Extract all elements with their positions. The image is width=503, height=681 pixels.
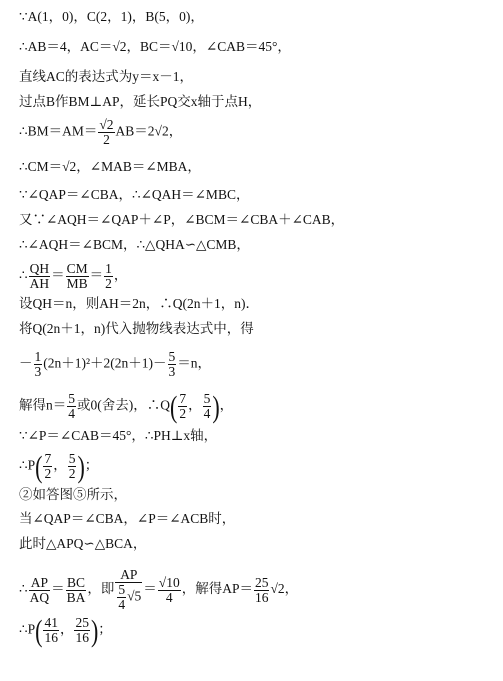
text-therefore-p: ∴P [19, 621, 36, 637]
text-semicolon: ； [98, 621, 112, 637]
frac-den: 16 [254, 589, 269, 605]
frac-num: CM [66, 261, 88, 276]
fraction-ap-aq [29, 576, 51, 605]
frac-den: 4 [203, 406, 211, 421]
text-similar-apq: 此时△APQ∽△BCA， [19, 536, 147, 551]
text-comma: ， [53, 457, 67, 473]
text-aqh: 又∵∠AQH＝∠QAP＋∠P，∠BCM＝∠CBA＋∠CAB， [19, 212, 345, 227]
text-comma: ， [219, 397, 234, 413]
text-bm-am-prefix: ∴BM＝AM＝ [19, 123, 98, 139]
frac-den: 2 [179, 406, 187, 421]
frac-num: √10 [158, 574, 180, 590]
frac-num: 5 [203, 391, 211, 406]
frac-den: 4 [68, 406, 75, 421]
line-construct-bm [19, 93, 261, 111]
text-eq: ＝ [51, 267, 65, 283]
frac-num: 25 [75, 615, 89, 630]
text-semicolon: ； [84, 457, 99, 473]
text-therefore: ∴ [19, 581, 28, 597]
line-similar-apq [19, 535, 146, 553]
line-substitute [19, 320, 254, 338]
paren-right: ) [77, 448, 85, 484]
frac-den: 2 [44, 466, 52, 481]
frac-num: 5 [118, 582, 126, 597]
text-qap-cba: ∵∠QAP＝∠CBA，∴∠QAH＝∠MBC， [19, 187, 250, 202]
fraction-sqrt2-over-2 [98, 118, 114, 147]
text-set-qh: 设QH＝n，则AH＝2n，∴Q(2n＋1，n)． [19, 296, 259, 311]
line-ratio [19, 262, 127, 291]
text-construct-bm: 过点B作BM⊥AP，延长PQ交x轴于点H， [19, 94, 262, 109]
text-discard: 或0(舍去)，∴Q [77, 397, 170, 413]
fraction-5-4 [203, 392, 212, 421]
fraction-5-4 [67, 392, 76, 421]
line-when [19, 510, 235, 528]
fraction-5-4 [117, 583, 126, 612]
text-comma: ， [113, 267, 128, 283]
frac-num: AP [29, 576, 51, 591]
fraction-sqrt10-4 [158, 576, 181, 605]
frac-num: BC [66, 574, 85, 590]
frac-num: QH [29, 261, 50, 276]
line-point-p-second [19, 612, 112, 648]
text-eq: ＝ [51, 581, 65, 597]
frac-num: 25 [254, 574, 269, 590]
line-cm [19, 158, 201, 176]
line-bm-am [19, 118, 182, 147]
line-similar-triangles [19, 236, 250, 254]
frac-den: 16 [44, 630, 58, 645]
text-ac-expression: 直线AC的表达式为y＝x－1， [19, 69, 194, 84]
text-equation-middle: (2n＋1)²＋2(2n＋1)－ [43, 355, 167, 371]
text-eq: ＝ [143, 581, 157, 597]
text-solve-n: 解得n＝ [19, 397, 67, 413]
frac-den: 3 [168, 364, 176, 379]
text-angle-p: ∵∠P＝∠CAB＝45°，∴PH⊥x轴， [19, 428, 218, 443]
frac-num: 41 [44, 615, 58, 630]
line-qap-cba [19, 186, 249, 204]
fraction-ap-over-5-4-sqrt5 [115, 568, 142, 612]
fraction-7-2 [178, 392, 187, 421]
text-equation-end: ＝n， [177, 355, 212, 371]
frac-den: 4 [165, 589, 173, 605]
frac-num: 1 [34, 349, 42, 364]
text-eq: ＝ [89, 267, 104, 283]
text-bm-am-suffix: AB＝2√2， [115, 123, 183, 139]
frac-den: AH [29, 276, 50, 291]
line-ac-expression [19, 68, 193, 86]
fraction-41-16 [43, 616, 59, 645]
frac-den [115, 583, 142, 612]
line-lengths [19, 38, 291, 56]
frac-num: 5 [168, 349, 176, 364]
line-case-2 [19, 486, 127, 504]
text-comma: ， [188, 397, 202, 413]
frac-num: AP [115, 568, 142, 583]
frac-den: 16 [75, 630, 89, 645]
paren-left: ( [35, 612, 43, 648]
line-aqh [19, 211, 344, 229]
line-given-points [19, 8, 204, 26]
text-solve-ap: ，解得AP＝ [181, 581, 253, 597]
text-substitute: 将Q(2n＋1，n)代入抛物线表达式中，得 [19, 321, 254, 336]
text-similar-triangles: ∴∠AQH＝∠BCM，∴△QHA∽△CMB， [19, 237, 250, 252]
fraction-5-2 [68, 452, 77, 481]
frac-den: 2 [105, 276, 112, 291]
fraction-25-16 [254, 576, 270, 605]
paren-left: ( [170, 388, 178, 424]
fraction-5-3 [168, 350, 177, 379]
frac-num: √2 [99, 117, 114, 132]
paren-right: ) [90, 612, 99, 648]
frac-den: 3 [34, 364, 42, 379]
frac-den: 2 [103, 132, 110, 147]
frac-num: 7 [179, 391, 187, 406]
line-set-qh [19, 295, 259, 313]
line-solve-n [19, 388, 234, 424]
frac-num: 5 [68, 391, 75, 406]
fraction-1-2 [104, 262, 113, 291]
text-namely: ，即 [87, 581, 115, 597]
paren-left: ( [35, 448, 43, 484]
paren-right: ) [212, 388, 220, 424]
frac-num: 5 [68, 451, 76, 466]
frac-den: BA [66, 589, 86, 605]
line-point-p-first [19, 448, 99, 484]
text-therefore-p: ∴P [19, 457, 36, 473]
frac-den: MB [66, 276, 88, 291]
fraction-1-3 [34, 350, 43, 379]
fraction-qh-ah [29, 262, 51, 291]
text-case-2: ②如答图⑤所示， [19, 487, 127, 502]
fraction-cm-mb [66, 262, 89, 291]
text-comma: ， [59, 621, 74, 637]
frac-den: 2 [68, 466, 76, 481]
fraction-25-16 [74, 616, 90, 645]
text-sqrt5: √5 [127, 588, 142, 604]
fraction-bc-ba [66, 576, 87, 605]
frac-den: AQ [29, 589, 50, 605]
text-sqrt2: √2， [270, 581, 299, 597]
text-given-points: ∵A(1，0)，C(2，1)，B(5，0)， [19, 9, 204, 24]
frac-num: 7 [44, 451, 52, 466]
line-solve-ap [19, 568, 298, 612]
text-cm: ∴CM＝√2，∠MAB＝∠MBA， [19, 159, 201, 174]
text-lengths: ∴AB＝4，AC＝√2，BC＝√10，∠CAB＝45°， [19, 39, 291, 54]
line-equation [19, 350, 211, 379]
line-angle-p [19, 427, 217, 445]
text-when: 当∠QAP＝∠CBA，∠P＝∠ACB时， [19, 511, 236, 526]
text-therefore: ∴ [19, 267, 28, 283]
fraction-7-2 [43, 452, 52, 481]
frac-num: 1 [105, 261, 112, 276]
text-minus: － [19, 355, 33, 371]
frac-den: 4 [118, 597, 126, 612]
